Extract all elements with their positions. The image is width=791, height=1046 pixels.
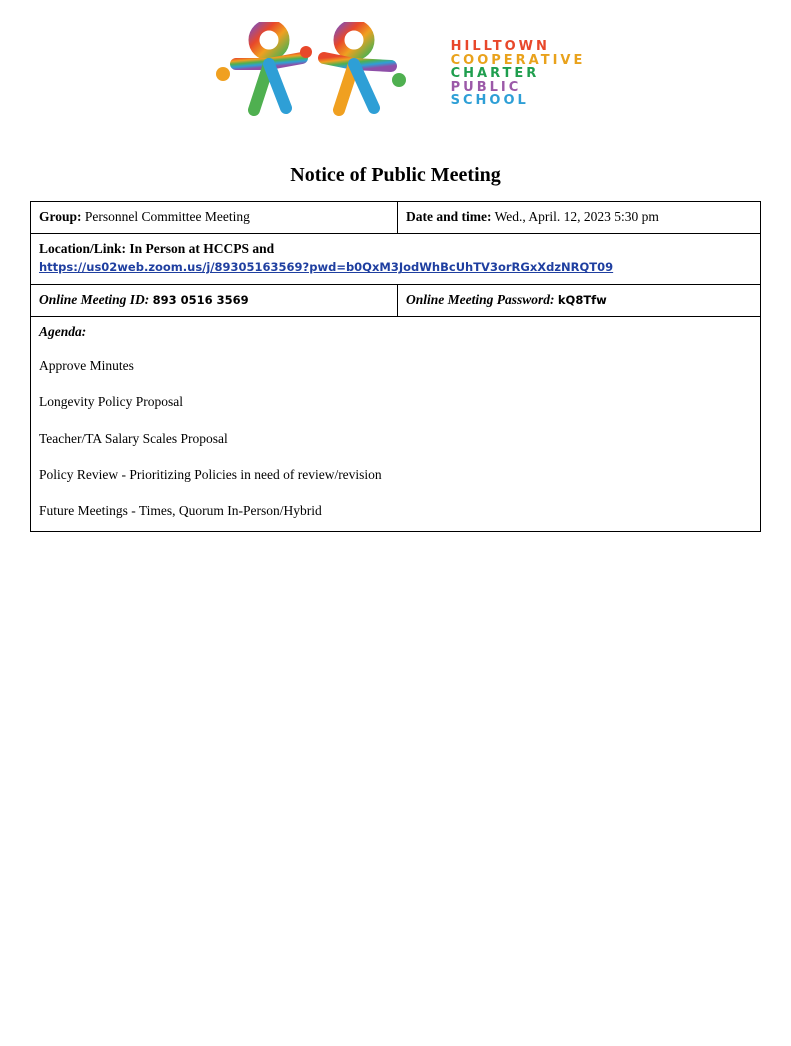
- meeting-notice-table: [30, 201, 761, 532]
- logo-word-4: PUBLIC: [450, 79, 522, 95]
- meeting-id-cell: [31, 284, 398, 316]
- agenda-item: Longevity Policy Proposal: [39, 394, 183, 410]
- logo-word-3: CHARTER: [450, 66, 540, 82]
- group-cell: [31, 202, 398, 234]
- meeting-password-label: Online Meeting Password:: [406, 291, 555, 307]
- datetime-value: Wed., April. 12, 2023 5:30 pm: [494, 209, 659, 224]
- group-label: Group:: [39, 209, 82, 224]
- zoom-meeting-link[interactable]: https://us02web.zoom.us/j/89305163569?pwd=b0QxM3JodWhBcUhTV3orRGxXdzNRQT09: [39, 260, 614, 275]
- datetime-cell: [398, 202, 761, 234]
- page-title: Notice of Public Meeting: [290, 164, 501, 186]
- logo-word-5: SCHOOL: [450, 93, 529, 109]
- agenda-item: Teacher/TA Salary Scales Proposal: [39, 430, 228, 446]
- meeting-password-value: kQ8Tfw: [557, 292, 607, 307]
- agenda-item: Future Meetings - Times, Quorum In-Person/Hybrid: [39, 502, 322, 518]
- hilltown-cooperative-rainbow-figures-logo-icon: [206, 22, 441, 122]
- meeting-id-label: Online Meeting ID:: [39, 291, 150, 307]
- logo-word-1: HILLTOWN: [450, 38, 550, 54]
- table-row-id-password: [31, 284, 761, 316]
- meeting-id-value: 893 0516 3569: [152, 292, 249, 307]
- table-row-agenda: [31, 316, 761, 531]
- agenda-heading: Agenda:: [39, 323, 87, 339]
- location-cell: [31, 234, 761, 284]
- meeting-password-cell: [398, 284, 761, 316]
- document-page: [0, 22, 791, 1046]
- table-row-location: [31, 234, 761, 284]
- logo-wordmark: [451, 36, 586, 108]
- location-label: Location/Link: In Person at HCCPS and: [39, 241, 275, 257]
- agenda-item: Approve Minutes: [39, 358, 134, 374]
- logo-word-2: COOPERATIVE: [450, 52, 586, 68]
- table-row-group-datetime: [31, 202, 761, 234]
- agenda-cell: [31, 316, 761, 531]
- agenda-item: Policy Review - Prioritizing Policies in need of review/revision: [39, 466, 382, 482]
- datetime-label: Date and time:: [406, 209, 492, 224]
- group-value: Personnel Committee Meeting: [84, 209, 250, 224]
- logo-block: [0, 22, 791, 122]
- logo: [206, 22, 586, 122]
